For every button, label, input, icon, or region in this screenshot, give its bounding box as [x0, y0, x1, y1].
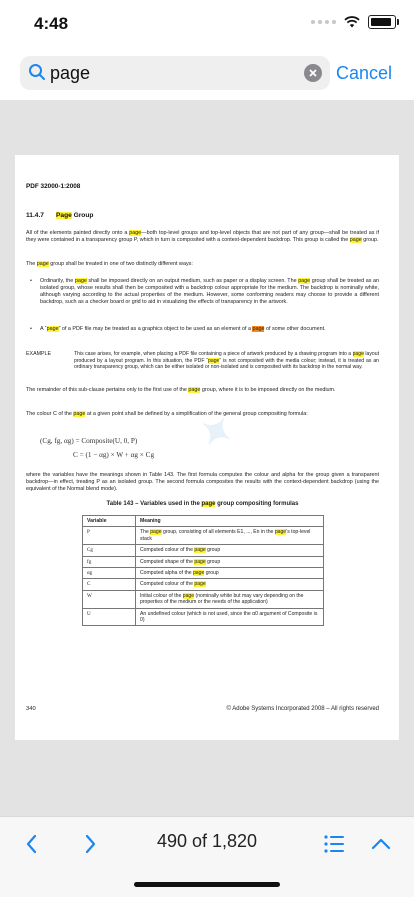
battery-icon — [368, 15, 396, 29]
pdf-viewer[interactable] — [0, 100, 414, 816]
running-header: PDF 32000-1:2008 — [26, 183, 81, 190]
table-header-cell: Variable — [83, 516, 136, 527]
meaning-cell: Computed colour of the page — [136, 579, 324, 590]
search-bar — [0, 46, 414, 100]
clear-icon — [304, 64, 322, 82]
variable-cell: Cg — [83, 545, 136, 556]
meaning-cell: Computed alpha of the page group — [136, 568, 324, 579]
result-counter: 490 of 1,820 — [156, 831, 258, 851]
paragraph: The colour C of the page at a given point shall be defined by a simplification of the general group compositing formula: — [26, 411, 308, 417]
page-number: 340 — [26, 706, 36, 712]
table-row — [83, 556, 324, 567]
table-header-row — [83, 516, 324, 527]
table-row — [83, 527, 324, 545]
variables-table — [82, 515, 324, 626]
table-row — [83, 568, 324, 579]
signal-icon — [311, 20, 336, 24]
table-row — [83, 590, 324, 608]
home-indicator — [134, 882, 280, 887]
results-list-button[interactable] — [320, 831, 350, 857]
table-header-cell: Meaning — [136, 516, 324, 527]
variable-cell: αg — [83, 568, 136, 579]
search-icon — [28, 63, 46, 81]
clear-search-button[interactable] — [304, 64, 322, 82]
search-field[interactable] — [20, 56, 330, 90]
watermark-graphic: ✦ — [190, 405, 242, 461]
meaning-cell: The page group, consisting of all elements E1, ..., En in the page’s top-level stack — [136, 527, 324, 545]
table-row — [83, 545, 324, 556]
example-label: EXAMPLE — [26, 351, 52, 357]
section-title: 11.4.7 Page Group — [26, 212, 94, 219]
variable-cell: W — [83, 590, 136, 608]
copyright-footer: © Adobe Systems Incorporated 2008 – All rights reserved — [226, 706, 379, 712]
paragraph: where the variables have the meanings shown in Table 143. The first formula computes the colour and alpha for the group given a transparent backdrop—in effect, treating P as an isolated group. The second formula composites the results with the context-dependent backdrop (using the equivalent of the Normal blend mode). — [26, 472, 379, 493]
status-icons — [311, 15, 396, 29]
variable-cell: fg — [83, 556, 136, 567]
meaning-cell: An undefined colour (which is not used, since the α0 argument of Composite is 0) — [136, 608, 324, 626]
collapse-chevron-up-icon[interactable] — [366, 831, 396, 857]
formula-1: (Cg, fg, αg) = Composite(U, 0, P) — [40, 437, 138, 445]
paragraph: All of the elements painted directly onto a page—both top-level groups and top-level objects that are not part of any group—shall be treated as if they were contained in a transparency group P, which in turn is composited with a context-dependent backdrop. This group is called the page group. — [26, 230, 379, 244]
pdf-page: ✦ PDF 32000-1:2008 11.4.7 Page Group All of the elements painted directly onto a page—both top-level groups and top-level objects that are not part of any group—shall be treated as if they were contained in a transparency group P, which in turn is composited with a context-dependent backdrop. This group is called the page group. The page group shall be treated in one of two distinctly different ways: • Ordinarily, the page shall be imposed directly on an output medium, such as paper or a display screen. The page group shall be treated as an isolated group, whose results shall then be composited with a backdrop colour appropriate for the medium. The backdrop is nominally white, although varying according to the actual properties of the medium. However, some conforming readers may choose to provide a different backdrop, such as a checker board or grid to aid in visualizing the effects of transparency in the artwork. • A “page” of a PDF file may be treated as a graphics object to be used as an element of a page of some other document. EXAMPLE This case arises, for example, when placing a PDF file containing a piece of artwork produced by a drawing program into a page layout produced by a layout program. In this situation, the PDF “page” is not composited with the media colour; instead, it is treated as an ordinary transparency group, which can be either isolated or non-isolated and is composited with its backdrop in the normal way. The remainder of this sub-clause pertains only to the first use of the page group, where it is to be imposed directly on the medium. The colour C of the page at a given point shall be defined by a simplification of the general group compositing formula: (Cg, fg, αg) = Composite(U, 0, P) C = (1 − αg) × W + αg × Cg where the variables have the meanings shown in Table 143. The first formula computes the colour and alpha for the group given a transparent backdrop—in effect, treating P as an isolated group. The second formula composites the results with the context-dependent backdrop (using the equivalent of the Normal blend mode). Table 143 – Variables used in the page group compositing formulas Variable Meaning P The page group, consisting of all elements E1, ..., En in the page’s top-level stack Cg Computed colour of the page group fg Computed shape of the page group αg Computed alpha of the page group C Computed colour of the page W Initial colour of the page (nominally white but may vary depending on the properties of the medium or the needs of the application) U An undefined colour (which is not used, since the α0 argument of Composite is 0) 340 © Adobe Systems Incorporated 2008 – All rights reserved — [15, 155, 399, 740]
table-row — [83, 579, 324, 590]
table-row — [83, 608, 324, 626]
meaning-cell: Computed colour of the page group — [136, 545, 324, 556]
variable-cell: P — [83, 527, 136, 545]
example-text: This case arises, for example, when placing a PDF file containing a piece of artwork produced by a drawing program into a page layout produced by a layout program. In this situation, the PDF “page” is not composited with the media colour; instead, it is treated as an ordinary transparency group, which can be either isolated or non-isolated and is composited with its backdrop in the normal way. — [74, 351, 379, 371]
search-input[interactable] — [50, 60, 300, 86]
cancel-button[interactable]: Cancel — [335, 63, 392, 83]
paragraph: The remainder of this sub-clause pertains only to the first use of the page group, where it is to be imposed directly on the medium. — [26, 387, 336, 393]
paragraph: The page group shall be treated in one of two distinctly different ways: — [26, 261, 193, 267]
status-time: 4:48 — [34, 14, 69, 33]
status-bar — [0, 0, 414, 46]
table-caption: Table 143 – Variables used in the page group compositing formulas — [106, 501, 299, 507]
variable-cell: C — [83, 579, 136, 590]
formula-2: C = (1 − αg) × W + αg × Cg — [73, 451, 155, 459]
variable-cell: U — [83, 608, 136, 626]
wifi-icon — [344, 16, 360, 28]
meaning-cell: Computed shape of the page group — [136, 556, 324, 567]
meaning-cell: Initial colour of the page (nominally white but may vary depending on the properties of the medium or the needs of the application) — [136, 590, 324, 608]
